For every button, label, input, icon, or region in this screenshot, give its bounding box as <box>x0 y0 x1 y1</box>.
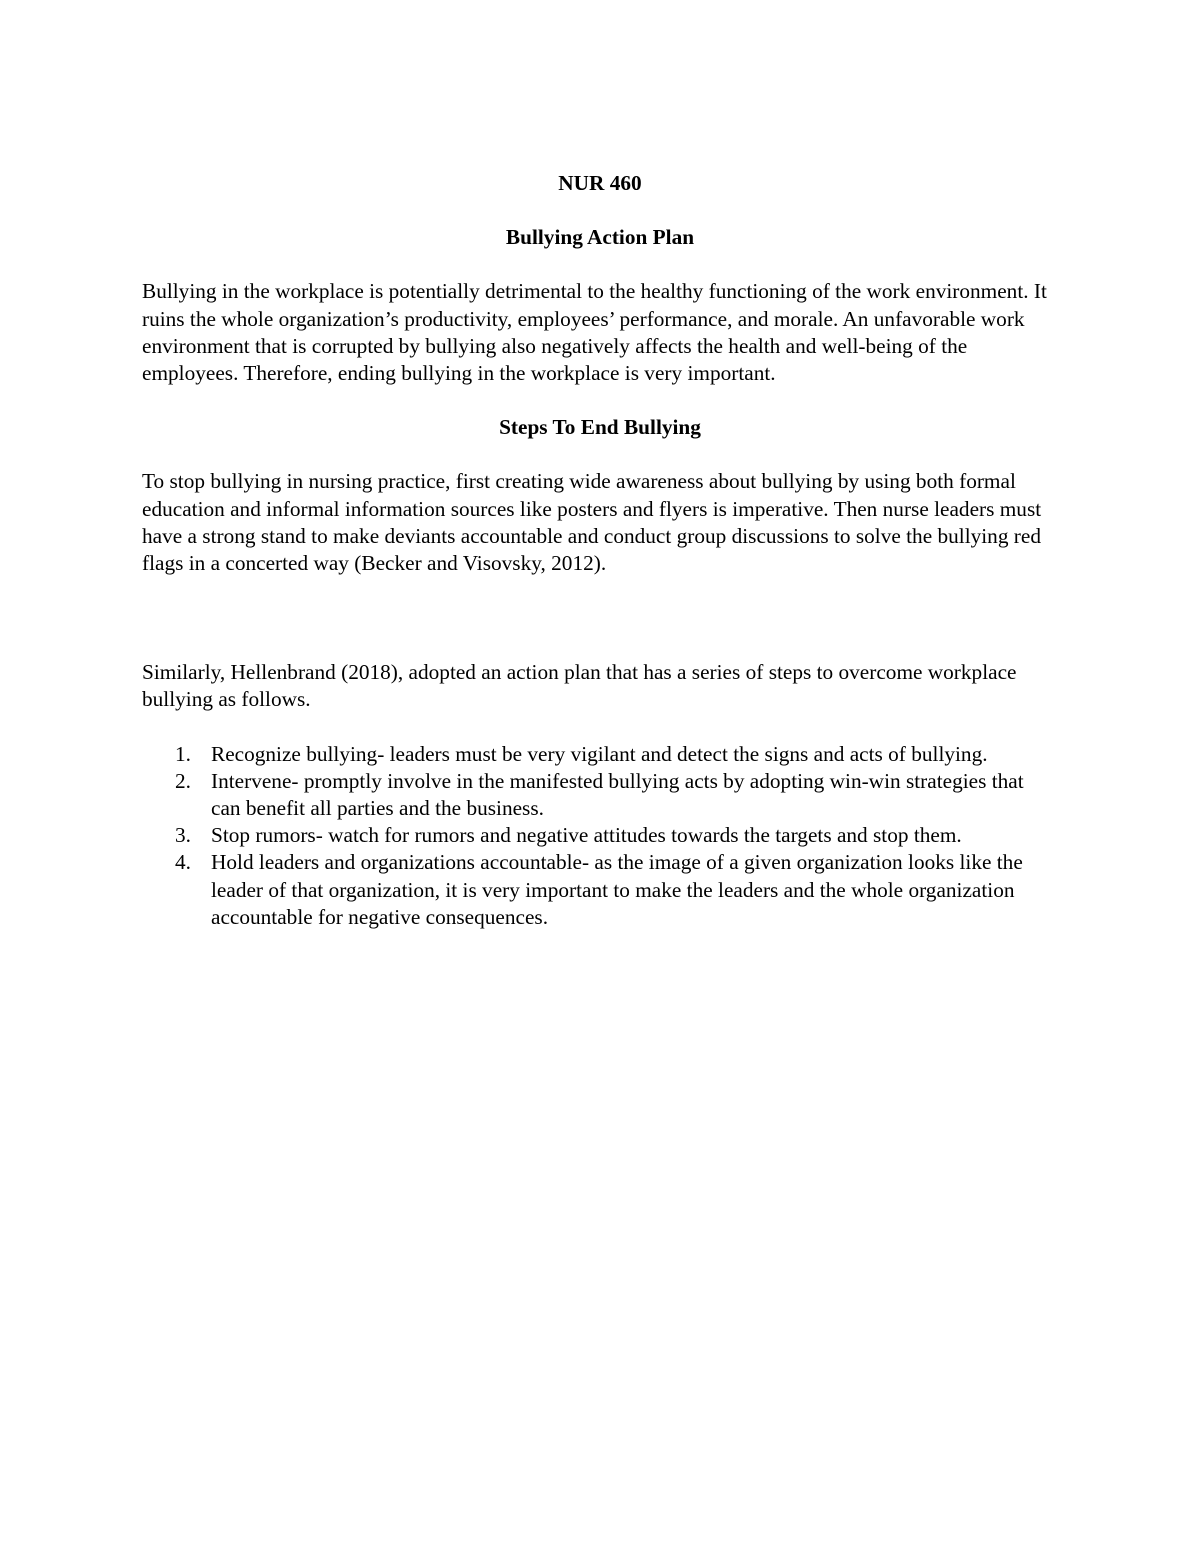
list-item-number: 4. <box>175 850 191 875</box>
similarly-paragraph: Similarly, Hellenbrand (2018), adopted an action plan that has a series of steps to overcome workplace bullying as follows. <box>142 660 1017 712</box>
list-item-text: Intervene- promptly involve in the manifested bullying acts by adopting win-win strategies that can benefit all parties and the business. <box>211 768 1024 821</box>
intro-paragraph: Bullying in the workplace is potentially detrimental to the healthy functioning of the work environment. It ruins the whole organization’s productivity, employees’ performance, and morale. An unfavorable work environment that is corrupted by bullying also negatively affects the health and well-being of the employees. Therefore, ending bullying in the workplace is very important. <box>142 279 1047 386</box>
document-title: Bullying Action Plan <box>505 225 695 250</box>
list-item-number: 1. <box>175 741 191 766</box>
list-item <box>142 822 1058 849</box>
list-item-text: Hold leaders and organizations accountable- as the image of a given organization looks like the leader of that organization, it is very important to make the leaders and the whole organization accountable for negative consequences. <box>211 850 1023 929</box>
document-content <box>142 170 1058 931</box>
list-item-text: Recognize bullying- leaders must be very vigilant and detect the signs and acts of bullying. <box>211 741 988 766</box>
steps-paragraph: To stop bullying in nursing practice, first creating wide awareness about bullying by using both formal education and informal information sources like posters and flyers is imperative. Then nurse leaders must have a strong stand to make deviants accountable and conduct group discussions to solve the bullying red flags in a concerted way (Becker and Visovsky, 2012). <box>142 469 1042 576</box>
list-item-number: 3. <box>175 823 191 848</box>
course-code: NUR 460 <box>558 171 642 195</box>
list-item-text: Stop rumors- watch for rumors and negative attitudes towards the targets and stop them. <box>211 823 962 848</box>
list-item-number: 2. <box>175 768 191 793</box>
list-item <box>142 768 1058 822</box>
steps-list <box>142 741 1058 931</box>
list-item <box>142 849 1058 931</box>
section-heading: Steps To End Bullying <box>499 415 701 440</box>
list-item <box>142 741 1058 768</box>
